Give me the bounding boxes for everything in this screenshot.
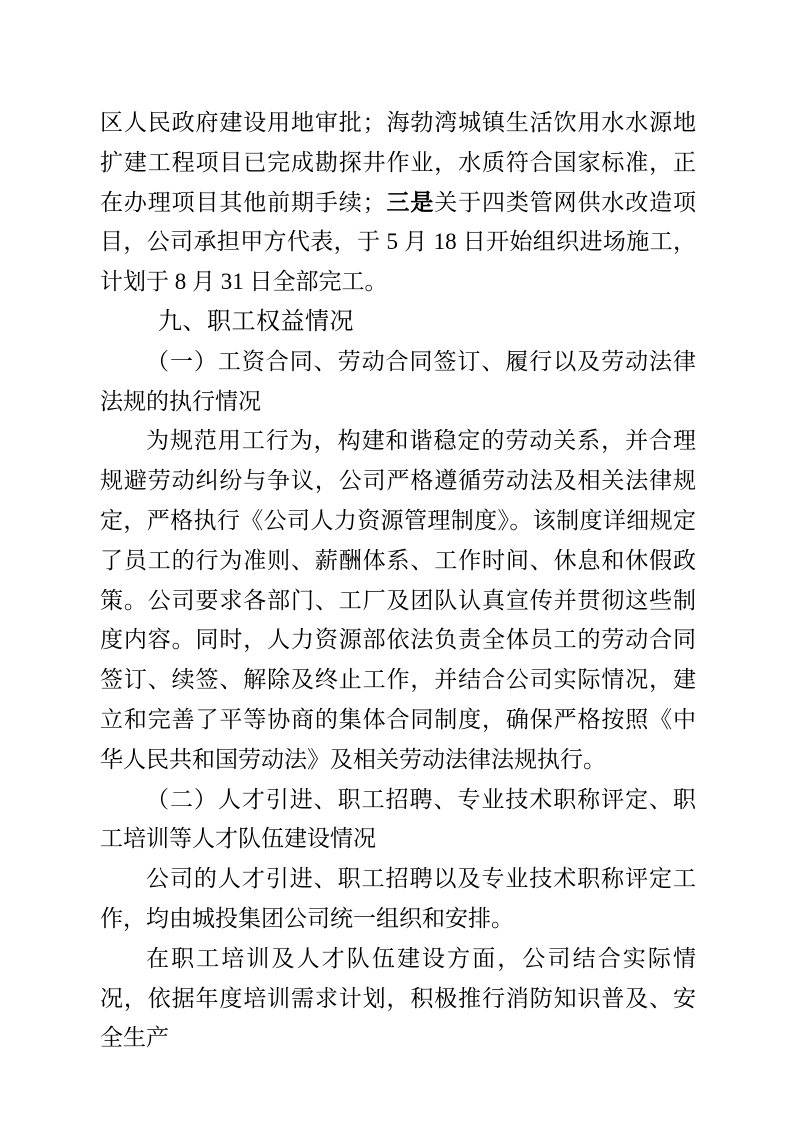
- subsection-heading-1: （一）工资合同、劳动合同签订、履行以及劳动法律法规的执行情况: [100, 348, 696, 414]
- continuation-paragraph: [100, 103, 696, 302]
- body-paragraph-clipped: 在职工培训及人才队伍建设方面，公司结合实际情况，依据年度培训需求计划，积极推行消防知识普及、安全生产: [100, 945, 696, 1051]
- subsection-heading-2: （二）人才引进、职工招聘、专业技术职称评定、职工培训等人才队伍建设情况: [100, 786, 696, 852]
- body-paragraph: 公司的人才引进、职工招聘以及专业技术职称评定工作，均由城投集团公司统一组织和安排。: [100, 866, 696, 931]
- section-heading-9: 九、职工权益情况: [158, 307, 354, 335]
- paragraph-text: 关于四类管网供水改造项目，公司承担甲方代表，于 5 月 18 日开始组织进场施工，计划于 8 月 31 日全部完工。: [100, 189, 696, 295]
- paragraph-text: 区人民政府建设用地审批；海勃湾城镇生活饮用水水源地扩建工程项目已完成勘探井作业，水质符合国家标准，正在办理项目其他前期手续；: [100, 110, 696, 215]
- body-paragraph: 为规范用工行为，构建和谐稳定的劳动关系，并合理规避劳动纠纷与争议，公司严格遵循劳动法及相关法律规定，严格执行《公司人力资源管理制度》。该制度详细规定了员工的行为准则、薪酬体系、工作时间、休息和休假政策。公司要求各部门、工厂及团队认真宣传并贯彻这些制度内容。同时，人力资源部依法负责全体员工的劳动合同签订、续签、解除及终止工作，并结合公司实际情况，建立和完善了平等协商的集体合同制度，确保严格按照《中华人民共和国劳动法》及相关劳动法律法规执行。: [100, 428, 696, 772]
- bold-run-sanshi: 三是: [385, 188, 435, 215]
